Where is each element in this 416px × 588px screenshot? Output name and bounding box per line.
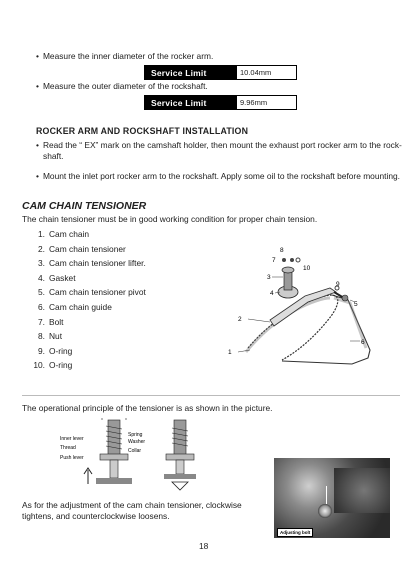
photo-label: Adjusting bolt (277, 528, 313, 537)
parts-list-item (32, 229, 89, 239)
parts-list-number: 5. (38, 287, 45, 298)
service-limit-label: Service Limit (145, 66, 237, 79)
parts-list-number: 8. (38, 331, 45, 342)
parts-list-item (32, 244, 126, 254)
parts-list-item (32, 360, 72, 370)
parts-list-name: Bolt (49, 316, 64, 327)
service-limit-rockshaft (144, 95, 297, 110)
parts-list-number: 7. (38, 316, 45, 327)
parts-list-number: 1. (38, 229, 45, 239)
callout-number: 2 (238, 316, 242, 323)
parts-list-item (32, 331, 62, 341)
service-limit-label: Service Limit (145, 96, 237, 109)
parts-list-number: 2. (38, 243, 45, 254)
parts-list-number: 10. (33, 360, 45, 371)
pivot-head-shape (342, 295, 348, 301)
nut-shape (290, 258, 294, 262)
principle-text: The operational principle of the tensioner is as shown in the picture. (22, 403, 273, 413)
parts-list-name: Cam chain (49, 229, 90, 239)
adjustment-line-2: tightens, and counterclockwise loosens. (22, 511, 170, 521)
label-push-lever: Push lever (60, 455, 84, 461)
callout-number: 6 (361, 339, 365, 346)
label-collar: Collar (128, 448, 142, 454)
parts-list-item (32, 346, 72, 356)
arrow-down-right-icon (172, 482, 188, 490)
tensioner-intro: The chain tensioner must be in good working condition for proper chain tension. (22, 214, 318, 224)
base-left-shape (96, 478, 132, 484)
page-number: 18 (199, 541, 209, 551)
collar-right-shape (166, 454, 194, 460)
label-washer: Washer (128, 439, 146, 445)
label-thread: Thread (60, 445, 76, 451)
base-right-shape (164, 474, 196, 479)
service-limit-rocker-arm (144, 65, 297, 80)
measure-rocker-arm-label: Measure the inner diameter of the rocker arm. (42, 51, 214, 61)
installation-step-1 (36, 140, 402, 162)
adjustment-text (22, 500, 242, 522)
label-inner-lever: Inner lever (60, 436, 84, 442)
principle-diagram (60, 418, 230, 493)
parts-list-number: 9. (38, 345, 45, 356)
measure-rocker-arm-text (36, 51, 213, 62)
parts-list-item (32, 287, 146, 297)
installation-step-2 (36, 171, 400, 182)
photo-engine-shadow (334, 468, 390, 513)
service-limit-value: 10.04mm (237, 66, 296, 79)
bolt-shape (282, 258, 286, 262)
callout-line-2 (248, 319, 270, 322)
collar-left-shape (100, 454, 128, 460)
callout-number: 9 (336, 281, 340, 288)
measure-rockshaft-text (36, 81, 208, 92)
parts-list-name: O-ring (49, 345, 73, 356)
parts-list-name: Gasket (49, 272, 76, 283)
tensioner-exploded-diagram (220, 240, 390, 375)
parts-list-number: 6. (38, 302, 45, 312)
parts-list-name: Cam chain guide (49, 302, 112, 312)
label-spring: Spring (128, 432, 143, 438)
installation-step-2-label: Mount the inlet port rocker arm to the rockshaft. Apply some oil to the rockshaft before mounting. (42, 171, 400, 181)
service-limit-value: 9.96mm (237, 96, 296, 109)
parts-list-item (32, 317, 63, 327)
installation-heading: ROCKER ARM AND ROCKSHAFT INSTALLATION (36, 126, 249, 136)
callout-number: 1 (228, 349, 232, 356)
installation-step-1-line-1: Read the “ EX” mark on the camshaft holder, then mount the exhaust port rocker arm to the rock- (42, 140, 402, 150)
callout-number: 3 (267, 274, 271, 281)
parts-list-name: Cam chain tensioner (49, 243, 126, 254)
parts-list-number: 4. (38, 272, 45, 283)
adjustment-line-1: As for the adjustment of the cam chain tensioner, clockwise (22, 500, 242, 510)
callout-number: 8 (280, 247, 284, 254)
callout-number: 5 (354, 301, 358, 308)
push-lever-right-shape (176, 460, 184, 474)
parts-list-item (32, 273, 76, 283)
threaded-shaft-left-shape (108, 420, 120, 458)
lifter-cap-shape (282, 267, 294, 273)
parts-list-number: 3. (38, 258, 45, 269)
measure-rockshaft-label: Measure the outer diameter of the rockshaft. (42, 81, 208, 91)
arrow-up-left-icon (84, 468, 92, 484)
parts-list-item (32, 302, 112, 312)
parts-list-name: Cam chain tensioner pivot (49, 287, 146, 298)
adjusting-bolt-head (318, 504, 332, 518)
cam-chain-shadow (246, 298, 330, 352)
parts-list-item (32, 258, 146, 268)
parts-list-name: Nut (49, 331, 63, 342)
parts-list-name: O-ring (49, 360, 73, 371)
adjusting-bolt-pointer (326, 486, 327, 504)
installation-step-1-line-2: shaft. (43, 151, 64, 161)
tensioner-heading: CAM CHAIN TENSIONER (22, 200, 147, 212)
push-lever-left-shape (110, 460, 118, 478)
callout-number: 7 (272, 257, 276, 264)
parts-list-name: Cam chain tensioner lifter. (49, 258, 146, 269)
o-ring-shape (296, 258, 300, 262)
callout-number: 10 (303, 265, 311, 272)
section-divider (22, 395, 400, 396)
callout-number: 4 (270, 290, 274, 297)
adjusting-bolt-photo (274, 458, 390, 538)
